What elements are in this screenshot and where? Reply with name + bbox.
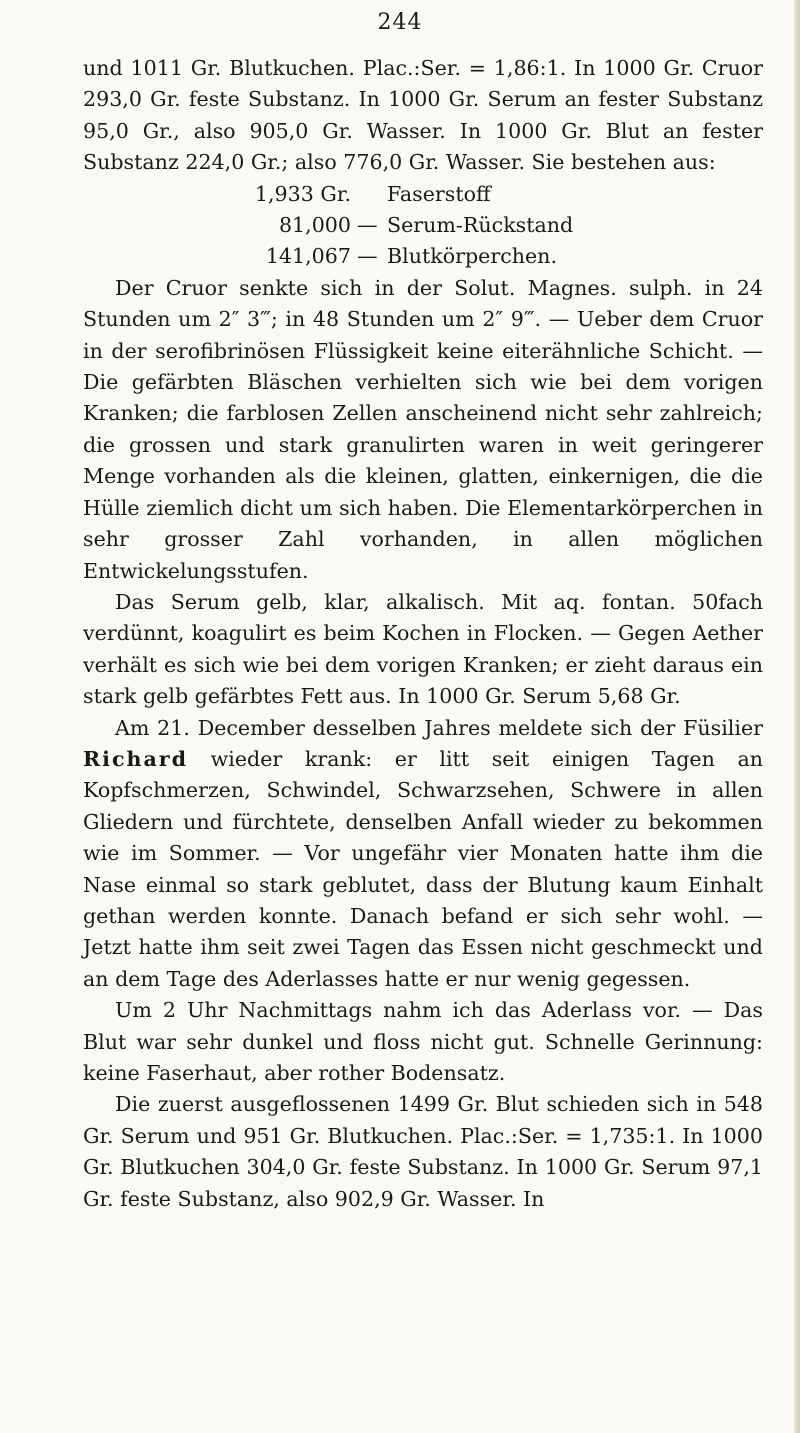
composition-row <box>251 241 763 272</box>
page-edge <box>794 0 800 1433</box>
composition-label: Serum-Rückstand <box>387 213 574 238</box>
page-number: 244 <box>377 10 423 35</box>
blood-composition-list <box>251 179 763 273</box>
paragraph-text: wieder krank: er litt seit einigen Tagen an Kopfschmerzen, Schwindel, Schwarzsehen, Schwere in allen Gliedern und fürchtete, denselben Anfall wieder zu bekommen wie im Sommer. — Vor ungefähr vier Monaten hatte ihm die Nase einmal so stark geblutet, dass der Blutung kaum Einhalt gethan werden konnte. Danach befand er sich sehr wohl. — Jetzt hatte ihm seit zwei Tagen das Essen nicht geschmeckt und an dem Tage des Aderlasses hatte er nur wenig gegessen. <box>83 746 763 991</box>
paragraph-cruor: Der Cruor senkte sich in der Solut. Magnes. sulph. in 24 Stunden um 2″ 3‴; in 48 Stunden um 2″ 9‴. — Ueber dem Cruor in der serofibrinösen Flüssigkeit keine eiterähnliche Schicht. — Die gefärbten Bläschen verhielten sich wie bei dem vorigen Kranken; die farblosen Zellen anscheinend nicht sehr zahlreich; die grossen und stark granulirten waren in weit geringerer Menge vorhanden als die kleinen, glatten, einkernigen, die die Hülle ziemlich dicht um sich haben. Die Elementarkörperchen in sehr grosser Zahl vorhanden, in allen möglichen Entwickelungsstufen. <box>83 275 763 583</box>
composition-dash: — <box>357 213 378 238</box>
composition-row <box>251 210 763 241</box>
paragraph-results: Die zuerst ausgeflossenen 1499 Gr. Blut schieden sich in 548 Gr. Serum und 951 Gr. Blutkuchen. Plac.:Ser. = 1,735:1. In 1000 Gr. Blutkuchen 304,0 Gr. feste Substanz. In 1000 Gr. Serum 97,1 Gr. feste Substanz, also 902,9 Gr. Wasser. In <box>83 1092 763 1211</box>
composition-dash: — <box>357 244 378 269</box>
composition-amount: 1,933 Gr. <box>254 181 351 206</box>
paragraph-december-case <box>83 713 763 996</box>
composition-label: Faserstoff <box>387 181 491 206</box>
composition-label: Blutkörperchen. <box>387 244 557 269</box>
paragraph-serum: Das Serum gelb, klar, alkalisch. Mit aq. fontan. 50fach verdünnt, koagulirt es beim Kochen in Flocken. — Gegen Aether verhält es sich wie bei dem vorigen Kranken; er zieht daraus ein stark gelb gefärbtes Fett aus. In 1000 Gr. Serum 5,68 Gr. <box>83 589 763 709</box>
composition-row <box>251 179 763 210</box>
page-text <box>83 53 763 1215</box>
paragraph-bloodletting: Um 2 Uhr Nachmittags nahm ich das Aderlass vor. — Das Blut war sehr dunkel und floss nicht gut. Schnelle Gerinnung: keine Faserhaut, aber rother Bodensatz. <box>83 998 763 1085</box>
composition-amount: 141,067 <box>265 244 351 269</box>
paragraph-continuation: und 1011 Gr. Blutkuchen. Plac.:Ser. = 1,86:1. In 1000 Gr. Cruor 293,0 Gr. feste Substanz. In 1000 Gr. Serum an fester Substanz 95,0 Gr., also 905,0 Gr. Wasser. In 1000 Gr. Blut an fester Substanz 224,0 Gr.; also 776,0 Gr. Wasser. Sie bestehen aus: <box>83 56 763 175</box>
patient-name: Richard <box>83 746 189 771</box>
paragraph-text: Am 21. December desselben Jahres meldete sich der Füsilier <box>115 715 763 740</box>
composition-dash <box>357 179 387 210</box>
composition-amount: 81,000 <box>278 213 351 238</box>
